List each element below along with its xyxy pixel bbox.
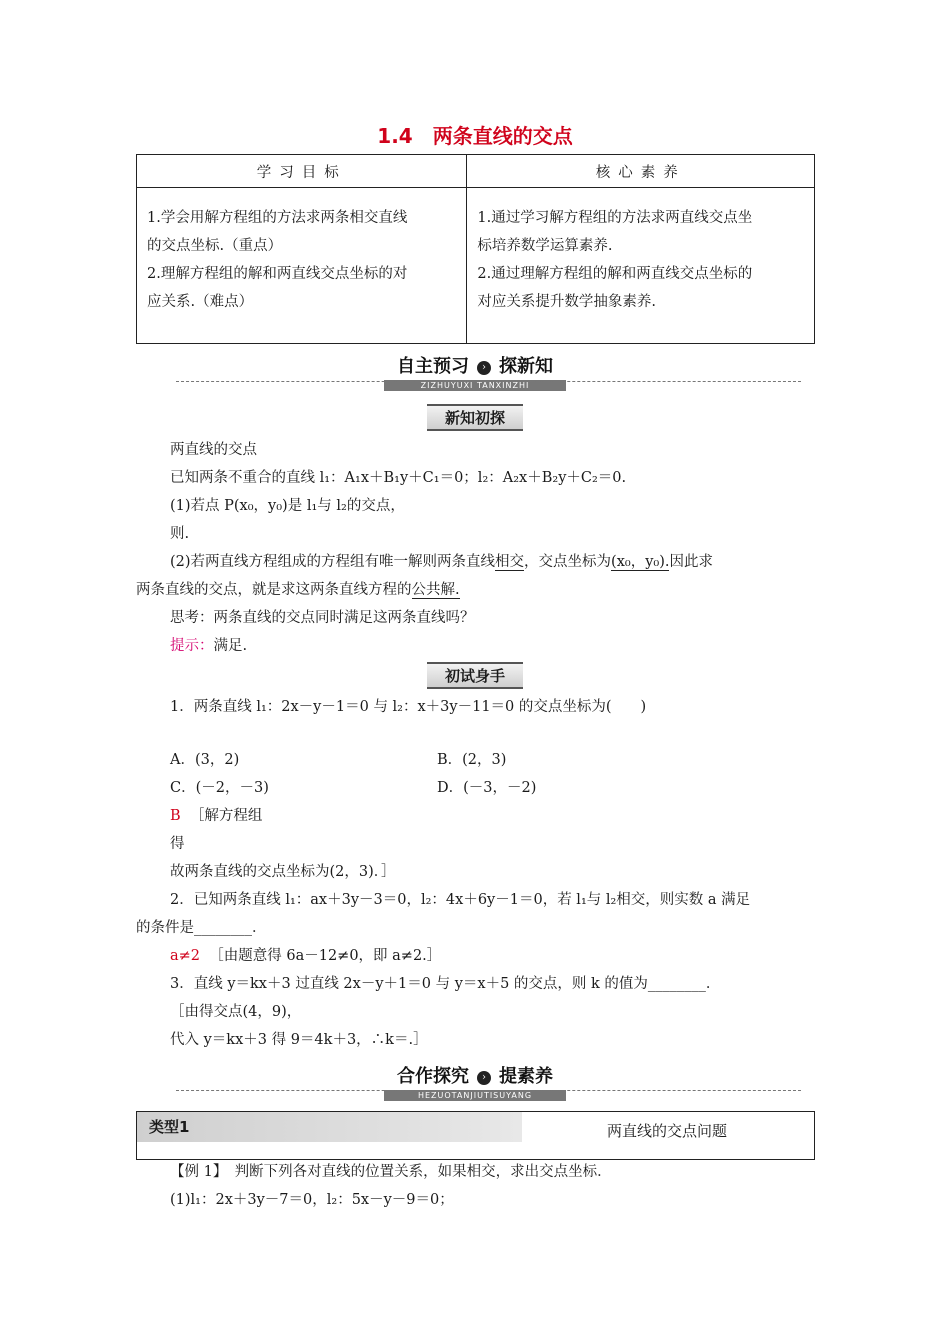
exercise-1-answer-line: 故两条直线的交点坐标为(2，3)．］ [170, 864, 396, 880]
section-banner-subtitle: ZIZHUYUXI TANXINZHI [384, 380, 566, 391]
goals-header-literacy: 核心素养 [467, 155, 815, 188]
tag-label: 新知初探 [427, 404, 523, 431]
section-banner-preview [0, 352, 950, 392]
section-banner-title-a: 自主预习 [397, 356, 469, 377]
goals-literacy-line: 1.通过学习解方程组的方法求两直线交点坐 [477, 210, 753, 226]
exercise-1-answer-line: 得 [170, 836, 185, 852]
answer-text: ［解方程组 [189, 808, 263, 824]
knowledge-line [136, 578, 460, 599]
goals-header-learning: 学习目标 [137, 155, 467, 188]
answer-value: a≠2 [170, 948, 201, 964]
think-question: 思考：两条直线的交点同时满足这两条直线吗？ [170, 610, 475, 626]
goals-learning-cell [137, 188, 467, 344]
goals-literacy-line: 对应关系提升数学抽象素养. [477, 294, 657, 310]
tag-new-knowledge [0, 404, 950, 431]
divider [176, 381, 801, 382]
tag-label: 初试身手 [427, 662, 523, 689]
exercise-3-question: 3．直线 y＝kx＋3 过直线 2x－y＋1＝0 与 y＝x＋5 的交点，则 k 的值为________． [170, 976, 721, 992]
answer-text: ［由题意得 6a－12≠0，即 a≠2.］ [209, 948, 442, 964]
type-title: 两直线的交点问题 [606, 1122, 727, 1140]
hint-line [170, 634, 247, 655]
divider [176, 1090, 801, 1091]
goals-literacy-line: 标培养数学运算素养. [477, 238, 613, 254]
exercise-2-question-line: 的条件是________． [136, 920, 267, 936]
knowledge-line: 则. [170, 526, 190, 542]
blank-answer: 相交 [495, 554, 525, 570]
chevron-right-icon: › [477, 361, 491, 375]
exercise-2-answer [170, 944, 441, 965]
blank-answer: 公共解. [411, 582, 460, 598]
answer-letter: B [170, 808, 181, 824]
section-banner-title-b: 提素养 [499, 1066, 553, 1087]
knowledge-line: (1)若点 P(x₀，y₀)是 l₁与 l₂的交点， [170, 498, 405, 514]
blank-answer: (x₀，y₀). [611, 554, 670, 570]
option-a: A．(3，2) [170, 752, 240, 768]
section-banner-explore [0, 1062, 950, 1102]
exercise-3-answer: ［由得交点(4，9)， [170, 1004, 302, 1020]
knowledge-line: 已知两条不重合的直线 l₁：A₁x＋B₁y＋C₁＝0；l₂：A₂x＋B₂y＋C₂＝0. [170, 470, 627, 486]
hint-text: 满足. [213, 638, 248, 654]
exercise-1-question: 1．两条直线 l₁：2x－y－1＝0 与 l₂：x＋3y－11＝0 的交点坐标为( ) [170, 699, 647, 715]
example-1-statement: 【例 1】 判断下列各对直线的位置关系，如果相交，求出交点坐标． [170, 1164, 612, 1180]
goals-learning-line: 的交点坐标.（重点） [147, 238, 283, 254]
tag-first-try [0, 662, 950, 689]
goals-literacy-cell [467, 188, 815, 344]
example-1-part: (1)l₁：2x＋3y－7＝0，l₂：5x－y－9＝0； [170, 1192, 454, 1208]
goals-table [136, 154, 815, 344]
type-tag-bar [137, 1112, 522, 1142]
goals-literacy-line: 2.通过理解方程组的解和两直线交点坐标的 [477, 266, 753, 282]
exercise-2-question: 2．已知两条直线 l₁：ax＋3y－3＝0，l₂：4x＋6y－1＝0，若 l₁与 l₂相交，则实数 a 满足 [170, 892, 751, 908]
knowledge-text: ，交点坐标为 [524, 554, 612, 570]
knowledge-text: 两条直线的交点，就是求这两条直线方程的 [136, 582, 412, 598]
knowledge-text: 因此求 [669, 554, 713, 570]
option-d: D．(－3，－2) [437, 780, 537, 796]
knowledge-line [170, 550, 713, 571]
chevron-right-icon: › [477, 1071, 491, 1085]
option-b: B．(2，3) [437, 752, 507, 768]
goals-learning-line: 1.学会用解方程组的方法求两条相交直线 [147, 210, 408, 226]
exercise-1-answer [170, 804, 262, 825]
knowledge-text: (2)若两直线方程组成的方程组有唯一解则两条直线 [170, 554, 496, 570]
section-banner-subtitle: HEZUOTANJIUTISUYANG [384, 1090, 566, 1101]
option-c: C．(－2，－3) [170, 780, 269, 796]
page-title: 1.4 两条直线的交点 [377, 124, 573, 148]
goals-learning-line: 应关系.（难点） [147, 294, 254, 310]
exercise-3-answer-line: 代入 y＝kx＋3 得 9＝4k＋3，∴k＝.］ [170, 1032, 428, 1048]
section-banner-title-b: 探新知 [499, 356, 553, 377]
type-row [136, 1111, 815, 1160]
knowledge-heading: 两直线的交点 [170, 442, 257, 458]
type-tag: 类型1 [149, 1118, 190, 1136]
section-banner-title-a: 合作探究 [397, 1066, 469, 1087]
goals-learning-line: 2.理解方程组的解和两直线交点坐标的对 [147, 266, 408, 282]
hint-label: 提示： [170, 638, 214, 654]
